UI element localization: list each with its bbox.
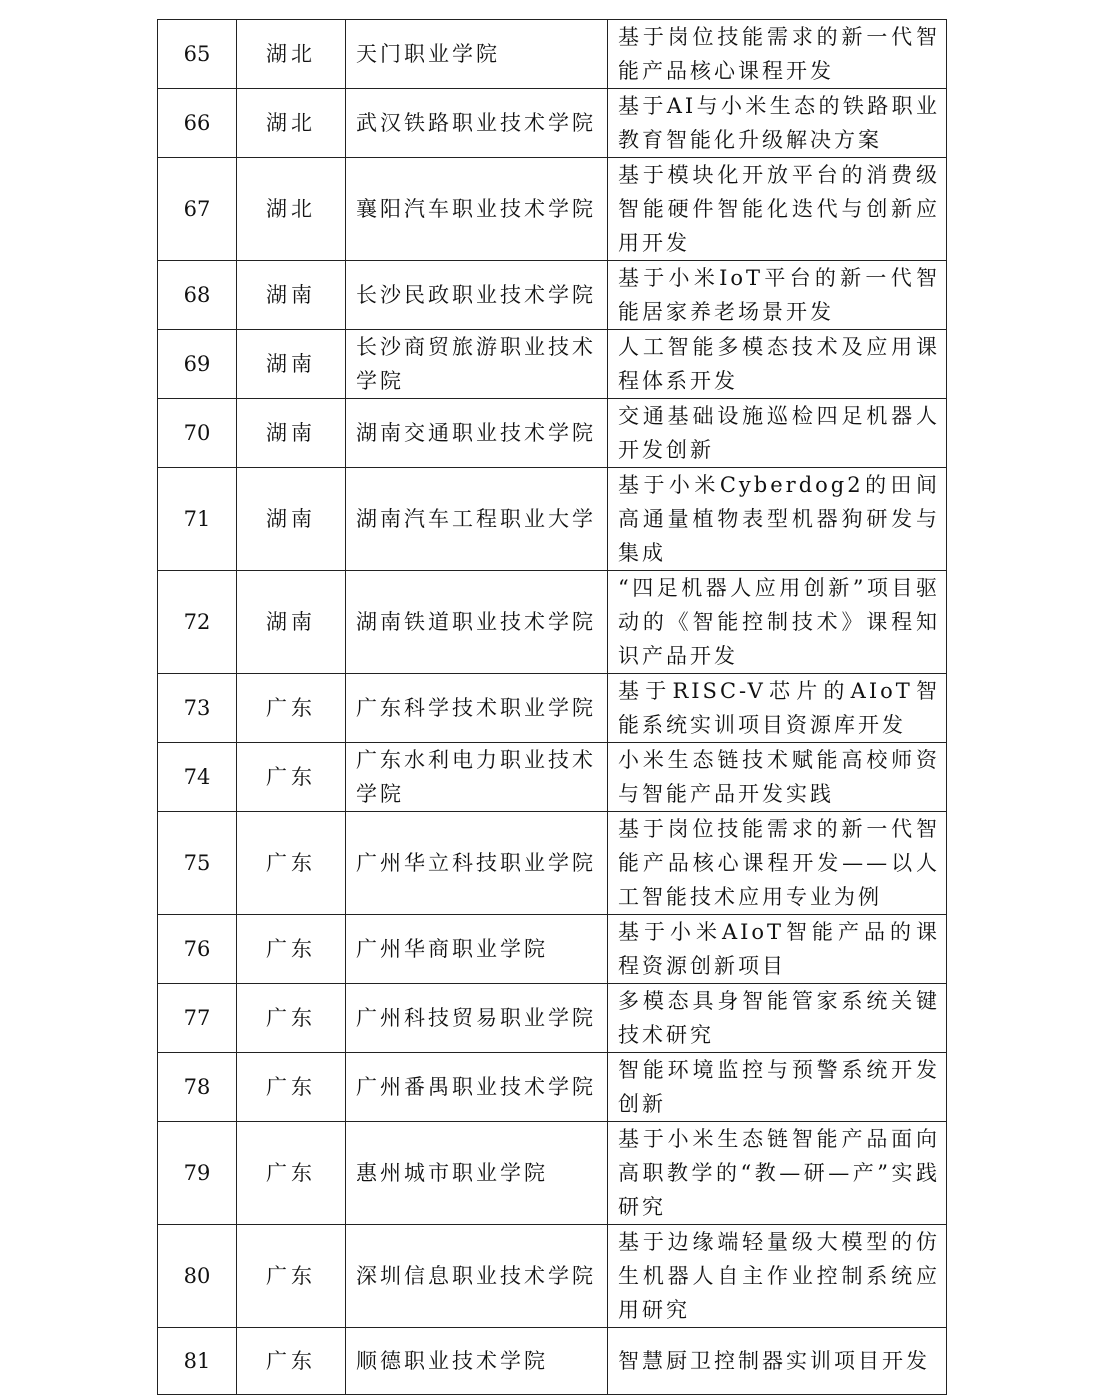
table-row: [158, 571, 947, 674]
row-number: 76: [183, 937, 211, 961]
row-province-cell: [237, 812, 346, 915]
row-number: 66: [183, 111, 211, 135]
row-number-cell: [158, 1122, 237, 1225]
row-number-cell: [158, 261, 237, 330]
row-school-cell: [346, 674, 608, 743]
row-school: 广州科技贸易职业学院: [356, 1006, 596, 1030]
row-province: 湖南: [266, 507, 316, 531]
row-school-cell: [346, 399, 608, 468]
row-school-cell: [346, 330, 608, 399]
row-school: 长沙民政职业技术学院: [356, 283, 596, 307]
row-number: 81: [183, 1349, 211, 1373]
row-number-cell: [158, 984, 237, 1053]
row-province-cell: [237, 1053, 346, 1122]
row-school: 湖南交通职业技术学院: [356, 421, 596, 445]
row-project: 基于岗位技能需求的新一代智能产品核心课程开发: [618, 25, 940, 83]
table-row: [158, 743, 947, 812]
row-province-cell: [237, 158, 346, 261]
row-project-cell: [608, 915, 947, 984]
row-school: 广州华商职业学院: [356, 937, 548, 961]
row-number: 69: [183, 352, 211, 376]
row-project: 基于RISC-V芯片的AIoT智能系统实训项目资源库开发: [618, 679, 940, 737]
row-school: 广东水利电力职业技术学院: [356, 748, 596, 806]
row-school: 长沙商贸旅游职业技术学院: [356, 335, 596, 393]
row-school-cell: [346, 1225, 608, 1328]
row-project: 基于边缘端轻量级大模型的仿生机器人自主作业控制系统应用研究: [618, 1230, 940, 1322]
table-row: [158, 915, 947, 984]
row-number-cell: [158, 1225, 237, 1328]
project-table: [157, 19, 947, 1395]
row-number-cell: [158, 812, 237, 915]
row-province: 湖北: [266, 197, 316, 221]
row-province-cell: [237, 330, 346, 399]
row-school-cell: [346, 89, 608, 158]
table-row: [158, 1225, 947, 1328]
row-province-cell: [237, 261, 346, 330]
row-project-cell: [608, 468, 947, 571]
row-school: 襄阳汽车职业技术学院: [356, 197, 596, 221]
table-row: [158, 330, 947, 399]
row-number: 67: [183, 197, 211, 221]
row-province: 湖南: [266, 421, 316, 445]
table-row: [158, 1122, 947, 1225]
row-project-cell: [608, 261, 947, 330]
row-number: 78: [183, 1075, 211, 1099]
table-row: [158, 89, 947, 158]
row-school-cell: [346, 261, 608, 330]
row-school-cell: [346, 468, 608, 571]
row-province-cell: [237, 468, 346, 571]
row-number-cell: [158, 330, 237, 399]
row-project-cell: [608, 1053, 947, 1122]
row-project-cell: [608, 571, 947, 674]
row-project: 小米生态链技术赋能高校师资与智能产品开发实践: [618, 748, 940, 806]
row-number-cell: [158, 158, 237, 261]
row-number-cell: [158, 468, 237, 571]
row-project: 人工智能多模态技术及应用课程体系开发: [618, 335, 940, 393]
row-province: 广东: [266, 1349, 316, 1373]
row-project: 基于模块化开放平台的消费级智能硬件智能化迭代与创新应用开发: [618, 163, 940, 255]
row-school: 广州华立科技职业学院: [356, 851, 596, 875]
row-province-cell: [237, 1328, 346, 1395]
row-province: 广东: [266, 696, 316, 720]
row-province: 湖南: [266, 283, 316, 307]
row-province-cell: [237, 674, 346, 743]
row-school-cell: [346, 915, 608, 984]
row-project: “四足机器人应用创新”项目驱动的《智能控制技术》课程知识产品开发: [618, 576, 940, 668]
row-number: 73: [183, 696, 211, 720]
table-row: [158, 812, 947, 915]
row-project-cell: [608, 743, 947, 812]
row-number: 74: [183, 765, 211, 789]
row-number-cell: [158, 89, 237, 158]
row-number: 80: [183, 1264, 211, 1288]
table-body: [158, 20, 947, 1395]
row-school-cell: [346, 743, 608, 812]
row-school-cell: [346, 1328, 608, 1395]
table-row: [158, 261, 947, 330]
row-school: 顺德职业技术学院: [356, 1349, 548, 1373]
row-project-cell: [608, 330, 947, 399]
row-school-cell: [346, 1122, 608, 1225]
row-number: 72: [183, 610, 211, 634]
table-row: [158, 1053, 947, 1122]
table-row: [158, 674, 947, 743]
row-project-cell: [608, 1328, 947, 1395]
row-school: 武汉铁路职业技术学院: [356, 111, 596, 135]
row-number: 71: [183, 507, 211, 531]
row-province-cell: [237, 399, 346, 468]
row-school: 湖南铁道职业技术学院: [356, 610, 596, 634]
row-number: 65: [183, 42, 211, 66]
row-number-cell: [158, 1328, 237, 1395]
row-project-cell: [608, 158, 947, 261]
row-project: 基于小米Cyberdog2的田间高通量植物表型机器狗研发与集成: [618, 473, 940, 565]
row-number-cell: [158, 571, 237, 674]
row-project: 基于AI与小米生态的铁路职业教育智能化升级解决方案: [618, 94, 940, 152]
row-number: 77: [183, 1006, 211, 1030]
row-number-cell: [158, 20, 237, 89]
row-number-cell: [158, 399, 237, 468]
row-project-cell: [608, 399, 947, 468]
row-school-cell: [346, 1053, 608, 1122]
row-province-cell: [237, 571, 346, 674]
row-number-cell: [158, 674, 237, 743]
row-school: 惠州城市职业学院: [356, 1161, 548, 1185]
row-project: 多模态具身智能管家系统关键技术研究: [618, 989, 940, 1047]
row-province: 湖北: [266, 42, 316, 66]
row-school: 湖南汽车工程职业大学: [356, 507, 596, 531]
row-province: 广东: [266, 937, 316, 961]
row-project-cell: [608, 89, 947, 158]
row-school-cell: [346, 158, 608, 261]
row-province: 湖南: [266, 610, 316, 634]
row-project: 智能环境监控与预警系统开发创新: [618, 1058, 940, 1116]
row-province-cell: [237, 984, 346, 1053]
row-project: 基于岗位技能需求的新一代智能产品核心课程开发——以人工智能技术应用专业为例: [618, 817, 940, 909]
row-project: 交通基础设施巡检四足机器人开发创新: [618, 404, 940, 462]
row-province-cell: [237, 743, 346, 812]
table-row: [158, 20, 947, 89]
row-project-cell: [608, 674, 947, 743]
row-project: 智慧厨卫控制器实训项目开发: [618, 1349, 930, 1373]
row-project-cell: [608, 1122, 947, 1225]
row-number-cell: [158, 743, 237, 812]
row-project-cell: [608, 20, 947, 89]
table-row: [158, 1328, 947, 1395]
row-school-cell: [346, 812, 608, 915]
row-school-cell: [346, 571, 608, 674]
row-province: 广东: [266, 1264, 316, 1288]
row-project: 基于小米生态链智能产品面向高职教学的“教—研—产”实践研究: [618, 1127, 940, 1219]
row-school-cell: [346, 984, 608, 1053]
row-province: 广东: [266, 1075, 316, 1099]
row-province-cell: [237, 1122, 346, 1225]
row-number-cell: [158, 915, 237, 984]
row-school-cell: [346, 20, 608, 89]
row-province: 广东: [266, 1006, 316, 1030]
row-number: 70: [183, 421, 211, 445]
row-project: 基于小米AIoT智能产品的课程资源创新项目: [618, 920, 940, 978]
row-province: 湖南: [266, 352, 316, 376]
row-school: 广东科学技术职业学院: [356, 696, 596, 720]
row-number: 68: [183, 283, 211, 307]
row-school: 深圳信息职业技术学院: [356, 1264, 596, 1288]
row-project-cell: [608, 984, 947, 1053]
row-province-cell: [237, 1225, 346, 1328]
row-project: 基于小米IoT平台的新一代智能居家养老场景开发: [618, 266, 940, 324]
row-number: 75: [183, 851, 211, 875]
row-province-cell: [237, 915, 346, 984]
row-number-cell: [158, 1053, 237, 1122]
row-province-cell: [237, 89, 346, 158]
row-school: 广州番禺职业技术学院: [356, 1075, 596, 1099]
row-province: 广东: [266, 851, 316, 875]
table-row: [158, 399, 947, 468]
row-project-cell: [608, 1225, 947, 1328]
row-province: 湖北: [266, 111, 316, 135]
row-province: 广东: [266, 765, 316, 789]
table-row: [158, 468, 947, 571]
row-school: 天门职业学院: [356, 42, 500, 66]
table-row: [158, 984, 947, 1053]
table-row: [158, 158, 947, 261]
row-province-cell: [237, 20, 346, 89]
row-province: 广东: [266, 1161, 316, 1185]
row-number: 79: [183, 1161, 211, 1185]
row-project-cell: [608, 812, 947, 915]
